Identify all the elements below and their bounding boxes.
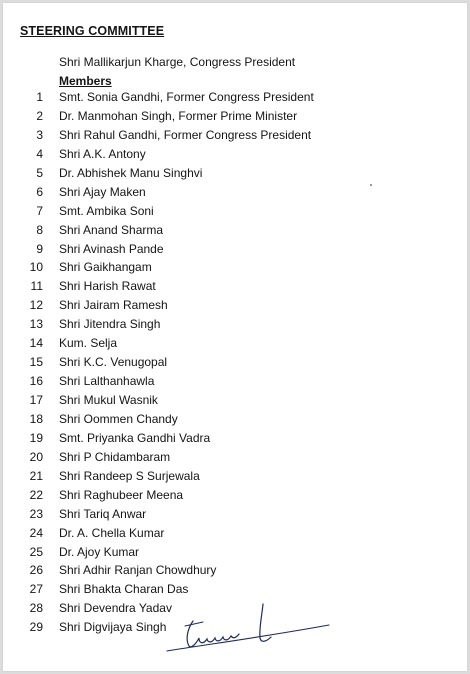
member-number: 6 [36,184,43,199]
member-name: Shri Devendra Yadav [59,601,172,616]
document-page [3,3,467,671]
member-row [3,336,467,355]
member-name: Smt. Ambika Soni [59,203,154,218]
member-row [3,355,467,374]
member-row [3,223,467,242]
member-number: 22 [29,487,43,502]
member-row [3,90,467,109]
member-number: 19 [29,430,43,445]
member-name: Shri Lalthanhawla [59,374,155,389]
member-number: 5 [36,165,43,180]
member-row [3,109,467,128]
member-number: 25 [29,544,43,559]
members-list [3,90,467,639]
member-name: Shri Mukul Wasnik [59,393,158,407]
member-name: Smt. Priyanka Gandhi Vadra [59,430,211,445]
member-row [3,431,467,450]
member-number: 7 [36,203,43,218]
member-name: Shri Adhir Ranjan Chowdhury [59,563,217,578]
member-number: 24 [29,525,43,540]
member-row [3,469,467,488]
member-name: Dr. Ajoy Kumar [59,544,140,559]
member-name: Shri Anand Sharma [59,222,164,237]
committee-chair: Shri Mallikarjun Kharge, Congress President [59,55,296,69]
member-row [3,204,467,223]
member-number: 12 [29,298,43,313]
member-row [3,582,467,601]
member-number: 28 [29,601,43,616]
member-number: 23 [29,506,43,521]
member-name: Smt. Sonia Gandhi, Former Congress President [59,90,314,104]
member-number: 14 [29,336,43,351]
member-name: Shri Raghubeer Meena [59,487,184,502]
member-number: 27 [29,582,43,597]
member-number: 3 [36,127,43,142]
member-row [3,260,467,279]
member-row [3,545,467,564]
member-row [3,412,467,431]
member-row [3,450,467,469]
member-name: Shri Rahul Gandhi, Former Congress President [59,127,312,142]
member-row [3,526,467,545]
member-name: Shri A.K. Antony [59,146,146,161]
member-number: 26 [29,563,43,578]
member-number: 16 [29,374,43,389]
member-name: Dr. Manmohan Singh, Former Prime Minister [59,108,298,123]
member-name: Shri Jitendra Singh [59,317,161,332]
member-row [3,374,467,393]
member-row [3,279,467,298]
member-name: Dr. A. Chella Kumar [59,525,165,540]
scan-speck [370,184,372,186]
member-number: 1 [36,90,43,104]
member-number: 13 [29,317,43,332]
member-name: Shri Avinash Pande [59,241,164,256]
member-row [3,242,467,261]
member-name: Shri Oommen Chandy [59,411,178,426]
document-title: STEERING COMMITTEE [20,24,165,38]
member-name: Shri Randeep S Surjewala [59,468,200,483]
member-row [3,166,467,185]
member-number: 15 [29,355,43,370]
member-row [3,507,467,526]
member-row [3,147,467,166]
member-number: 21 [29,468,43,483]
member-row [3,488,467,507]
member-name: Shri Gaikhangam [59,260,152,275]
member-number: 17 [29,393,43,407]
member-name: Shri Ajay Maken [59,184,146,199]
member-number: 18 [29,411,43,426]
member-row [3,317,467,336]
member-name: Dr. Abhishek Manu Singhvi [59,165,203,180]
members-heading: Members [59,74,112,88]
member-number: 2 [36,108,43,123]
member-number: 4 [36,146,43,161]
member-number: 9 [36,241,43,256]
member-row [3,185,467,204]
member-number: 20 [29,449,43,464]
member-name: Shri P Chidambaram [59,449,171,464]
member-name: Shri Digvijaya Singh [59,620,167,635]
member-name: Kum. Selja [59,336,118,351]
member-row [3,393,467,412]
member-number: 10 [29,260,43,275]
member-row [3,563,467,582]
member-name: Shri Harish Rawat [59,279,156,294]
member-row [3,298,467,317]
member-number: 8 [36,222,43,237]
member-number: 11 [30,279,43,294]
member-number: 29 [29,620,43,635]
member-name: Shri K.C. Venugopal [59,355,168,370]
member-name: Shri Tariq Anwar [59,506,147,521]
member-row [3,128,467,147]
handwritten-signature-icon [163,601,333,661]
member-name: Shri Jairam Ramesh [59,298,168,313]
member-name: Shri Bhakta Charan Das [59,582,189,597]
